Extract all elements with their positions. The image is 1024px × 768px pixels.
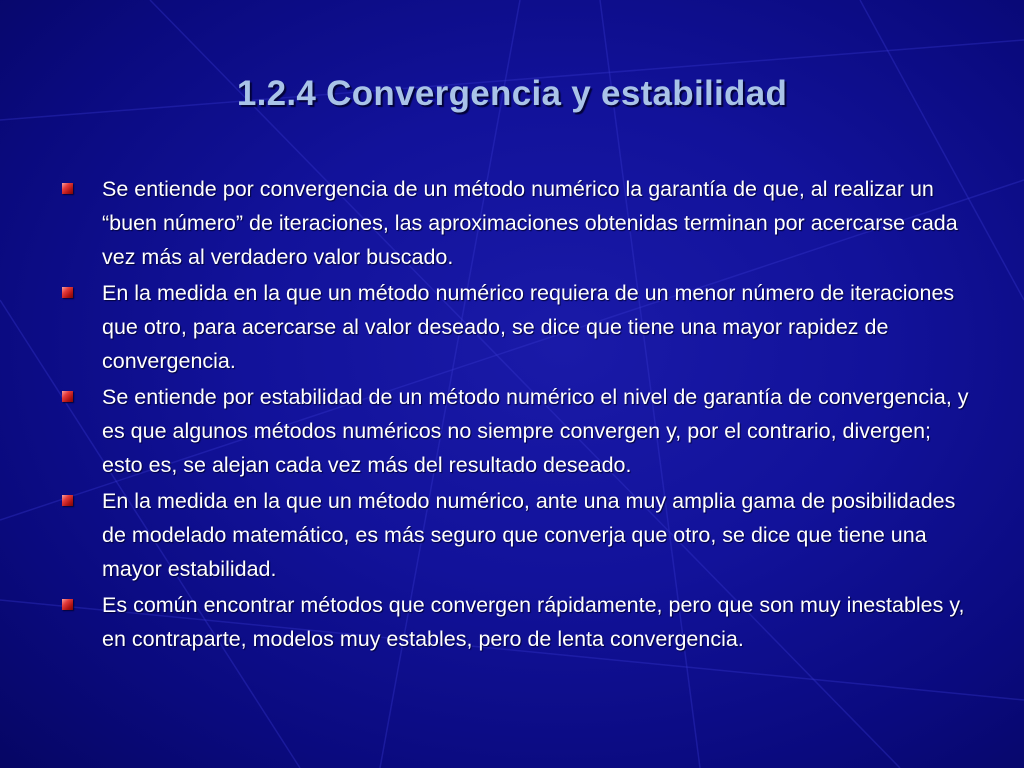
- bullet-text: Es común encontrar métodos que convergen rápidamente, pero que son muy inestables y, en contraparte, modelos muy estables, pero de lenta convergencia.: [102, 593, 965, 651]
- square-bullet-icon: [62, 599, 73, 610]
- bullet-text: Se entiende por convergencia de un método numérico la garantía de que, al realizar un “buen número” de iteraciones, las aproximaciones obtenidas terminan por acercarse cada vez más al verdadero valor buscado.: [102, 177, 958, 269]
- square-bullet-icon: [62, 183, 73, 194]
- bullet-item: [60, 484, 970, 586]
- bullet-item: [60, 172, 970, 274]
- square-bullet-icon: [62, 287, 73, 298]
- square-bullet-icon: [62, 495, 73, 506]
- bullet-list: [60, 172, 970, 658]
- square-bullet-icon: [62, 391, 73, 402]
- bullet-item: [60, 380, 970, 482]
- bullet-item: [60, 588, 970, 656]
- bullet-item: [60, 276, 970, 378]
- bullet-text: En la medida en la que un método numérico requiera de un menor número de iteraciones que otro, para acercarse al valor deseado, se dice que tiene una mayor rapidez de convergencia.: [102, 281, 955, 373]
- bullet-text: Se entiende por estabilidad de un método numérico el nivel de garantía de convergencia, y es que algunos métodos numéricos no siempre convergen y, por el contrario, divergen; esto es, se alejan cada vez más del resultado deseado.: [102, 385, 969, 477]
- bullet-text: En la medida en la que un método numérico, ante una muy amplia gama de posibilidades de modelado matemático, es más seguro que converja que otro, se dice que tiene una mayor estabilidad.: [102, 489, 956, 581]
- slide-title: 1.2.4 Convergencia y estabilidad: [236, 74, 788, 113]
